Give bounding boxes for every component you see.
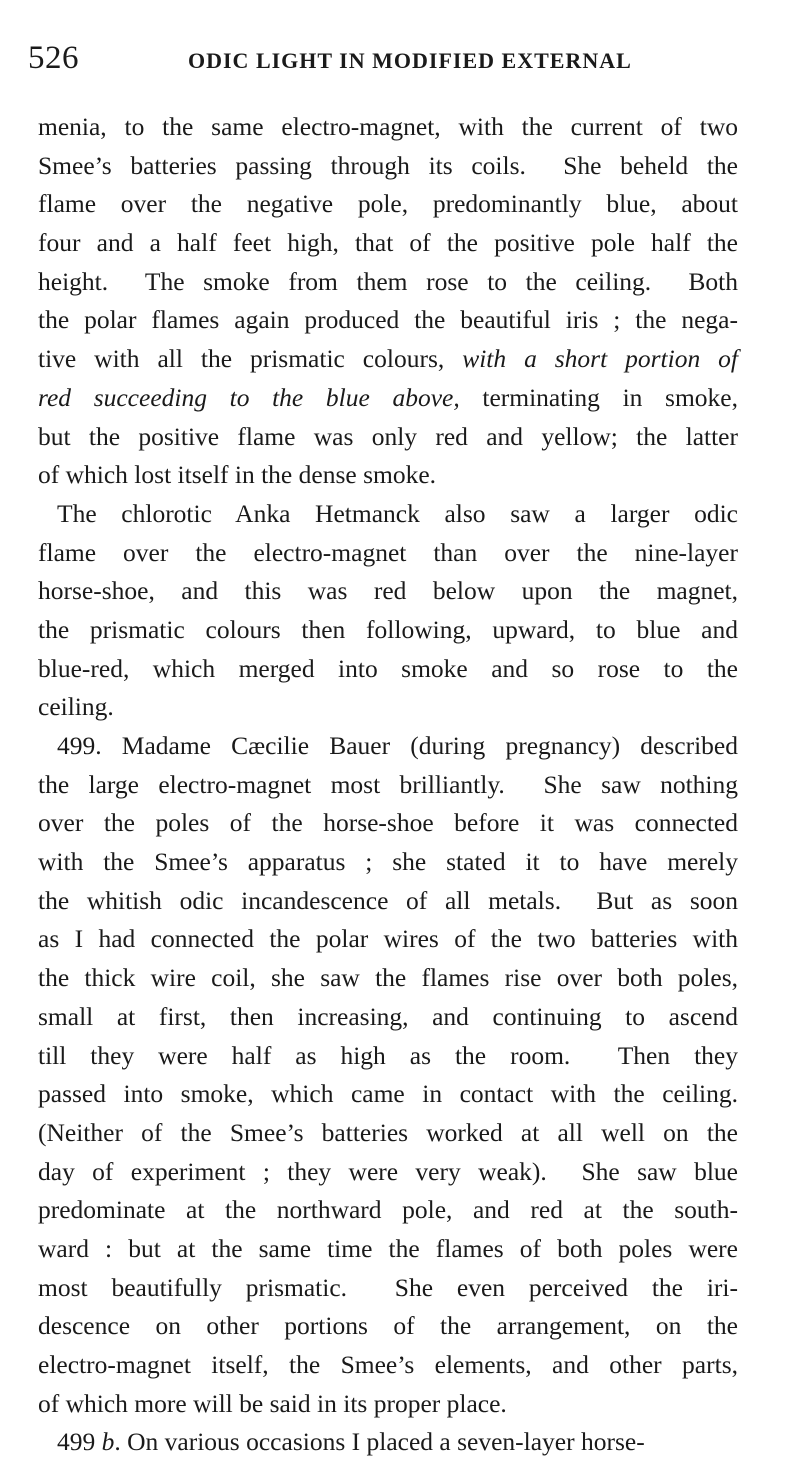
text-line — [38, 804, 738, 843]
text-segment: till they were half as high as the room. Then they — [38, 1040, 738, 1070]
text-segment: Smee’s batteries passing through its coils. She beheld the — [38, 150, 738, 180]
text-line — [38, 688, 738, 727]
text-segment: (Neither of the Smee’s batteries worked at all well on the — [38, 1117, 738, 1147]
text-segment: . On various occasions I placed a seven-layer horse- — [114, 1427, 645, 1457]
text-line — [38, 456, 738, 495]
text-segment: day of experiment ; they were very weak). She saw blue — [38, 1156, 738, 1186]
text-segment: the prismatic colours then following, upward, to blue and — [38, 614, 738, 644]
text-line — [38, 418, 738, 457]
text-line — [38, 843, 738, 882]
text-segment: ceiling. — [38, 692, 114, 722]
text-segment: height. The smoke from them rose to the ceiling. Both — [38, 266, 738, 296]
text-line — [38, 108, 738, 147]
text-segment: descence on other portions of the arrangement, on the — [38, 1311, 738, 1341]
text-segment: 499 — [57, 1427, 102, 1457]
text-segment: most beautifully prismatic. She even perceived the iri- — [38, 1272, 738, 1302]
text-line — [38, 766, 738, 805]
text-line — [38, 534, 738, 573]
text-segment: predominate at the northward pole, and red at the south- — [38, 1195, 738, 1225]
text-segment: electro-magnet itself, the Smee’s elements, and other parts, — [38, 1350, 738, 1379]
text-segment: horse-shoe, and this was red below upon the magnet, — [38, 576, 738, 606]
text-line — [38, 998, 738, 1037]
text-segment: blue-red, which merged into smoke and so rose to the — [38, 653, 738, 683]
text-segment: with the Smee’s apparatus ; she stated it to have merely — [38, 847, 738, 877]
text-segment: the polar flames again produced the beautiful iris ; the nega- — [38, 305, 738, 335]
page-header — [28, 40, 720, 90]
text-line — [38, 1423, 738, 1462]
text-segment: the large electro-magnet most brilliantly. She saw nothing — [38, 769, 738, 799]
italic-text: red succeeding to the blue above, — [38, 382, 460, 412]
text-segment: the whitish odic incandescence of all metals. But as soon — [38, 885, 738, 915]
text-line — [38, 379, 738, 418]
text-line — [38, 185, 738, 224]
text-segment: but the positive flame was only red and yellow; the latter — [38, 421, 738, 451]
italic-text: with a short portion of — [462, 344, 739, 374]
running-head: ODIC LIGHT IN MODIFIED EXTERNAL — [188, 48, 632, 73]
text-segment: as I had connected the polar wires of the two batteries with — [38, 924, 738, 954]
text-line — [38, 882, 738, 921]
text-line — [38, 572, 738, 611]
text-segment: flame over the electro-magnet than over the nine-layer — [38, 537, 738, 567]
text-segment: of which lost itself in the dense smoke. — [38, 460, 437, 490]
text-line — [38, 224, 738, 263]
text-segment: The chlorotic Anka Hetmanck also saw a larger odic — [57, 498, 738, 528]
text-line — [38, 1385, 738, 1424]
text-line — [38, 301, 738, 340]
text-line — [38, 147, 738, 186]
italic-text: b — [101, 1427, 115, 1457]
text-segment: ward : but at the same time the flames of both poles were — [38, 1233, 738, 1263]
page-number: 526 — [28, 40, 79, 76]
text-segment: passed into smoke, which came in contact with the ceiling. — [38, 1079, 738, 1109]
text-segment: terminating in smoke, — [459, 382, 738, 412]
text-segment: 499. Madame Cæcilie Bauer (during pregnancy) described — [57, 731, 738, 760]
text-segment: small at first, then increasing, and continuing to ascend — [38, 1001, 738, 1031]
text-line — [38, 1307, 738, 1346]
text-line — [38, 920, 738, 959]
text-segment: tive with all the prismatic colours, — [38, 344, 463, 374]
text-line — [38, 263, 738, 302]
text-line — [38, 611, 738, 650]
text-segment: of which more will be said in its proper place. — [38, 1388, 507, 1418]
text-line — [38, 1230, 738, 1269]
text-line — [38, 650, 738, 689]
text-line — [38, 1346, 738, 1385]
text-line — [38, 727, 738, 766]
text-segment: flame over the negative pole, predominantly blue, about — [38, 189, 738, 219]
text-line — [38, 1153, 738, 1192]
text-line — [38, 1075, 738, 1114]
text-segment: menia, to the same electro-magnet, with the current of two — [38, 112, 738, 141]
text-segment: over the poles of the horse-shoe before it was connected — [38, 808, 738, 838]
text-segment: four and a half feet high, that of the positive pole half the — [38, 228, 738, 258]
text-line — [38, 340, 738, 379]
body-text — [38, 108, 738, 1462]
text-line — [38, 1114, 738, 1153]
text-line — [38, 495, 738, 534]
text-line — [38, 1269, 738, 1308]
text-segment: the thick wire coil, she saw the flames rise over both poles, — [38, 963, 738, 993]
text-line — [38, 1191, 738, 1230]
text-line — [38, 1037, 738, 1076]
text-line — [38, 959, 738, 998]
